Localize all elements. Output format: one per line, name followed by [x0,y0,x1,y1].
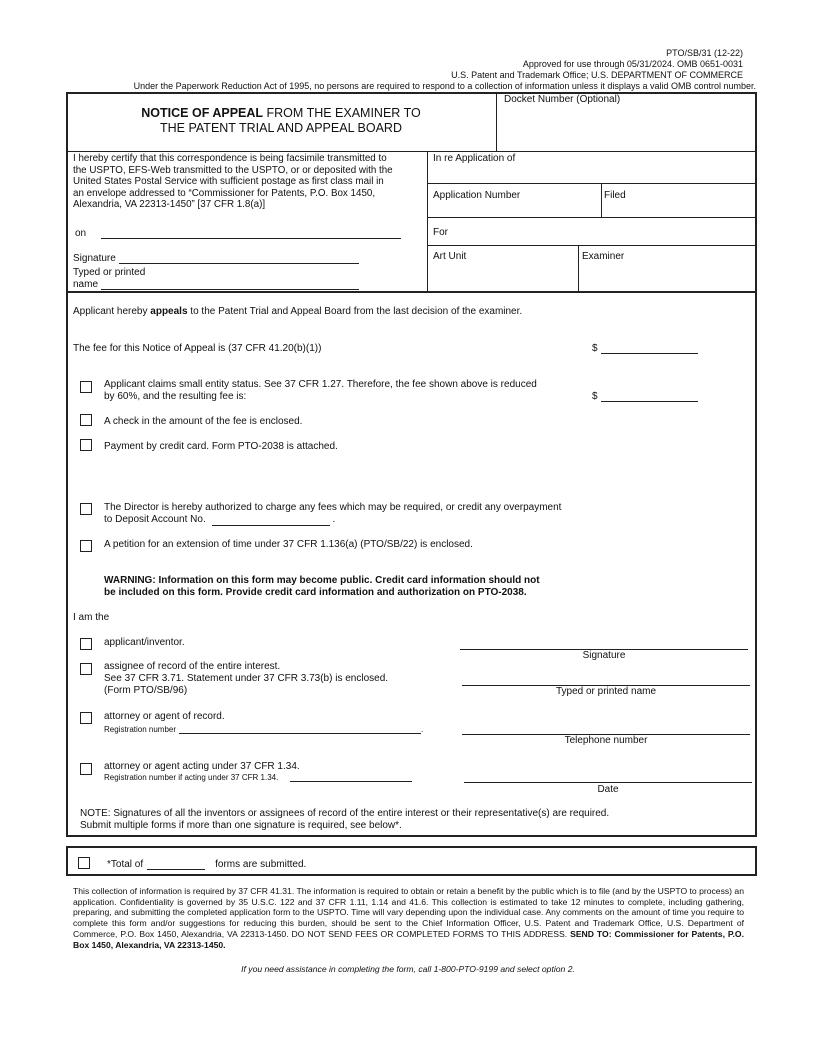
assistance-text: If you need assistance in completing the form, call 1-800-PTO-9199 and select option 2. [241,964,575,974]
attorney-checkbox[interactable] [80,712,92,724]
applicant-inventor-text: applicant/inventor. [104,637,185,648]
typed-name-label: Typed or printed name [555,686,657,697]
check-enclosed-checkbox[interactable] [80,414,92,426]
filed-field[interactable]: Filed [604,190,626,201]
fee-text: The fee for this Notice of Appeal is (37 CFR 41.20(b)(1)) [73,343,322,354]
appeal-statement: Applicant hereby appeals to the Patent Trial and Appeal Board from the last decision of the examiner. [73,306,523,317]
deposit-account-checkbox[interactable] [80,503,92,515]
date-label: Date [597,784,619,795]
application-number-field[interactable]: Application Number [433,190,521,201]
burden-statement: This collection of information is required by 37 CFR 41.31. The information is required to obtain or retain a benefit by the public which is to file (and by the USPTO to process) an application. Confidentiality is governed by 35 U.S.C. 122 and 37 CFR 1.11, 1.14 and 41.6. This collection is estimated to take 12 minutes to complete, including gathering, preparing, and submitting the completed application form to the USPTO. Time will vary depending upon the individual case. Any comments on the amount of time you require to complete this form and/or suggestions for reducing this burden, should be sent to the Chief Information Officer, U.S. Patent and Trademark Office, U.S. Department of Commerce, P.O. Box 1450, Alexandria, VA 22313-1450. DO NOT SEND FEES OR COMPLETED FORMS TO THIS ADDRESS. SEND TO: Commissioner for Patents, P.O. Box 1450, Alexandria, VA 22313-1450. [73,886,744,950]
typed-name-field[interactable]: name [73,279,359,290]
small-entity-text: Applicant claims small entity status. See 37 CFR 1.27. Therefore, the fee shown above is reduced by 60%, and the resulting fee is: [104,379,537,402]
registration-number-134-field[interactable]: Registration number if acting under 37 CFR 1.34. [104,773,412,782]
total-forms-checkbox[interactable] [78,857,90,869]
signature-field[interactable]: Signature [73,253,359,264]
attorney-134-text: attorney or agent acting under 37 CFR 1.34. [104,761,300,772]
total-forms-field[interactable] [147,869,205,870]
art-unit-field[interactable]: Art Unit [433,251,467,262]
total-forms-text: *Total of forms are submitted. [107,859,307,870]
certification-text: I hereby certify that this correspondence is being facsimile transmitted to the USPTO, EFS-Web transmitted to the USPTO, or or deposited with the United States Postal Service with sufficient postage as first class mail in an envelope addressed to “Commissioner for Patents, P.O. Box 1450, Alexandria, VA 22313-1450” [37 CFR 1.8(a)] [73,153,393,211]
signature-label: Signature [582,650,626,661]
deposit-account-field[interactable] [212,525,330,526]
small-entity-checkbox[interactable] [80,381,92,393]
assignee-checkbox[interactable] [80,663,92,675]
signature-note: NOTE: Signatures of all the inventors or assignees of record of the entire interest or their representative(s) are required. Submit multiple forms if more than one signature is required, see below*. [80,808,610,831]
extension-petition-text: A petition for an extension of time under 37 CFR 1.136(a) (PTO/SB/22) is enclosed. [104,539,473,550]
attorney-134-checkbox[interactable] [80,763,92,775]
extension-petition-checkbox[interactable] [80,540,92,552]
date-line[interactable] [464,782,752,783]
attorney-text: attorney or agent of record. [104,711,225,722]
check-enclosed-text: A check in the amount of the fee is enclosed. [104,416,303,427]
examiner-field[interactable]: Examiner [582,251,625,262]
docket-number-field[interactable]: Docket Number (Optional) [504,94,621,105]
reduced-fee-field[interactable]: $ [592,391,698,402]
director-authorization-text: The Director is hereby authorized to charge any fees which may be required, or credit any overpayment to Deposit Account No. . [104,502,562,525]
fee-amount-field[interactable]: $ [592,343,698,354]
telephone-label: Telephone number [564,735,648,746]
form-id: PTO/SB/31 (12-22) [666,48,743,58]
paperwork-notice: Under the Paperwork Reduction Act of 1995, no persons are required to respond to a collection of information unless it displays a valid OMB control number. [133,81,756,91]
i-am-the-label: I am the [73,612,110,623]
credit-card-text: Payment by credit card. Form PTO-2038 is attached. [104,441,338,452]
warning-text: WARNING: Information on this form may become public. Credit card information should not be included on this form. Provide credit card information and authorization on PTO-2038. [104,575,540,598]
agency-text: U.S. Patent and Trademark Office; U.S. DEPARTMENT OF COMMERCE [451,70,743,80]
credit-card-checkbox[interactable] [80,439,92,451]
approval-text: Approved for use through 05/31/2024. OMB 0651-0031 [522,59,743,69]
assignee-text: assignee of record of the entire interest. See 37 CFR 3.71. Statement under 37 CFR 3.73(b) is enclosed. (Form PTO/SB/96) [104,661,389,696]
for-field[interactable]: For [433,227,448,238]
on-date-field[interactable]: on [75,228,401,239]
registration-number-field[interactable]: Registration number . [104,725,424,734]
form-title: NOTICE OF APPEAL FROM THE EXAMINER TO THE PATENT TRIAL AND APPEAL BOARD [141,106,421,135]
typed-name-label: Typed or printed [73,267,146,278]
in-re-application-field[interactable]: In re Application of [433,153,516,164]
applicant-inventor-checkbox[interactable] [80,638,92,650]
